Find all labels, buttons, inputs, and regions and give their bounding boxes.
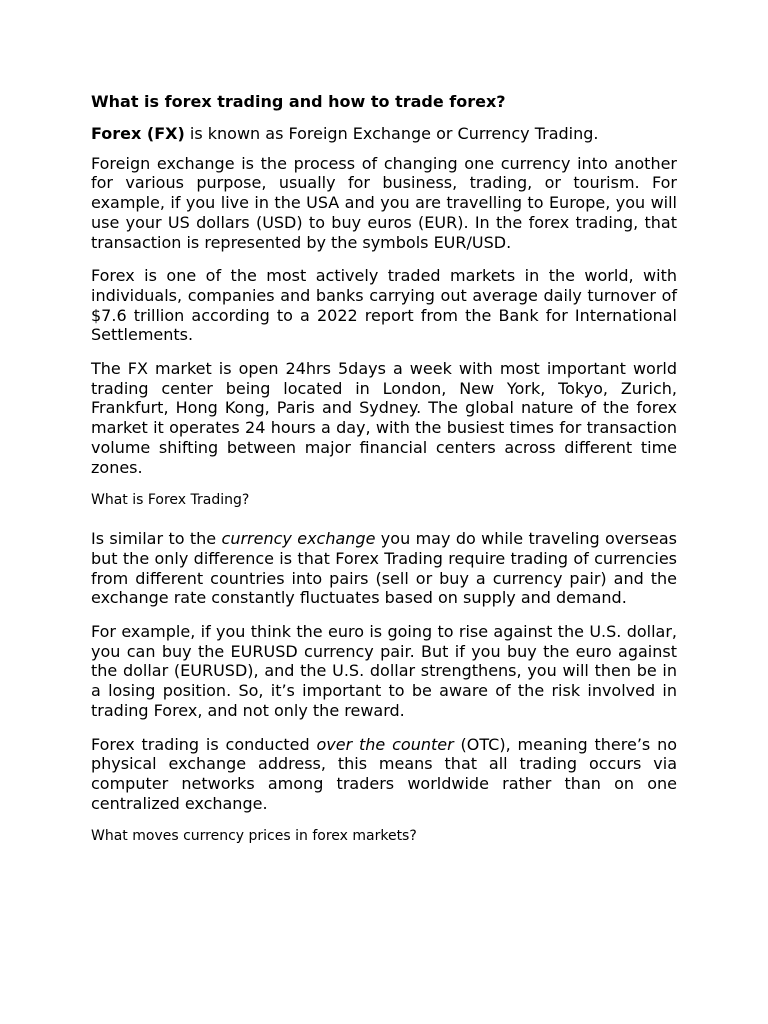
p4-italic: currency exchange — [221, 529, 376, 549]
intro-paragraph — [91, 124, 677, 144]
paragraph-currency-exchange — [91, 529, 677, 608]
subheading-what-is-forex-trading: What is Forex Trading? — [91, 492, 250, 509]
p4-after: you may do while traveling overseas but the only difference is that Forex Trading require trading of currencies from different countries into pairs (sell or buy a currency pair) and the exchange rate constantly fluctuates based on supply and demand. — [91, 529, 678, 608]
paragraph-market-hours: The FX market is open 24hrs 5days a week with most important world trading center being located in London, New York, Tokyo, Zurich, Frankfurt, Hong Kong, Paris and Sydney. The global nature of the forex market it operates 24 hours a day, with the busiest times for transaction volume shifting between major financial centers across different time zones. — [91, 359, 677, 477]
p6-italic: over the counter — [316, 734, 454, 754]
paragraph-example-eurusd: For example, if you think the euro is going to rise against the U.S. dollar, you can buy the EURUSD currency pair. But if you buy the euro against the dollar (EURUSD), and the U.S. dollar strengthens, you will then be in a losing position. So, it’s important to be aware of the risk involved in trading Forex, and not only the reward. — [91, 622, 677, 720]
document-title: What is forex trading and how to trade forex? — [91, 92, 506, 111]
intro-rest: is known as Foreign Exchange or Currency Trading. — [184, 124, 599, 143]
document-page — [91, 92, 677, 845]
paragraph-otc — [91, 735, 677, 814]
intro-term: Forex (FX) — [91, 124, 185, 143]
subheading-what-moves-prices: What moves currency prices in forex markets? — [91, 828, 417, 845]
paragraph-market-size: Forex is one of the most actively traded markets in the world, with individuals, companies and banks carrying out average daily turnover of $7.6 trillion according to a 2022 report from the Bank for International Settlements. — [91, 266, 677, 345]
paragraph-foreign-exchange: Foreign exchange is the process of changing one currency into another for various purpose, usually for business, trading, or tourism. For example, if you live in the USA and you are travelling to Europe, you will use your US dollars (USD) to buy euros (EUR). In the forex trading, that transaction is represented by the symbols EUR/USD. — [91, 153, 677, 252]
p4-before: Is similar to the — [91, 529, 222, 549]
p6-after: (OTC), meaning there’s no physical exchange address, this means that all trading occurs via computer networks among traders worldwide rather than on one centralized exchange. — [91, 734, 678, 813]
p6-before: Forex trading is conducted — [91, 734, 317, 754]
